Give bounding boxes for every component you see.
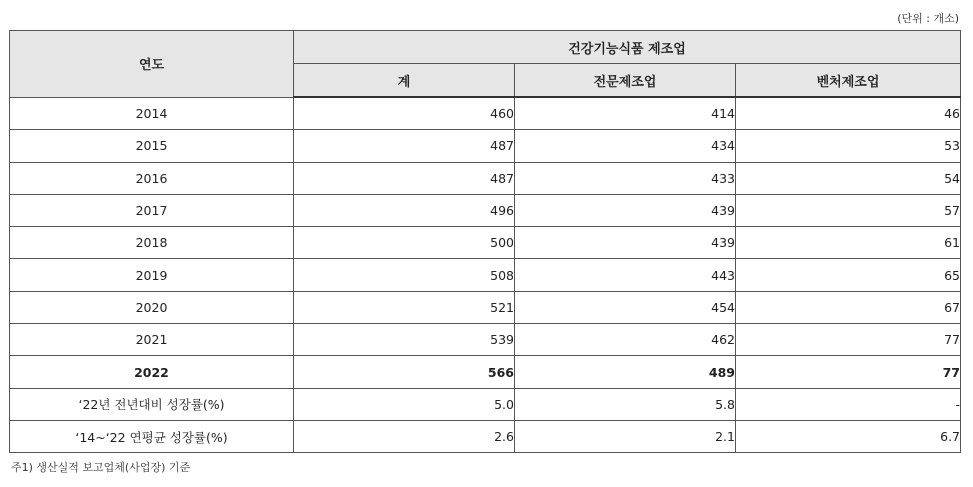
total-cell: 460 <box>294 97 515 130</box>
group-header: 건강기능식품 제조업 <box>294 31 961 64</box>
venture-header: 벤처제조업 <box>736 64 961 98</box>
venture-cell: 6.7 <box>736 420 961 452</box>
venture-cell: 54 <box>736 162 961 194</box>
specialized-cell: 489 <box>515 356 736 388</box>
specialized-cell: 433 <box>515 162 736 194</box>
specialized-cell: 2.1 <box>515 420 736 452</box>
table-row <box>10 97 961 130</box>
venture-cell: - <box>736 388 961 420</box>
year-cell: 2019 <box>10 259 294 291</box>
venture-cell: 61 <box>736 227 961 259</box>
table-row <box>10 227 961 259</box>
growth-label-cell: ‘14~‘22 연평균 성장률(%) <box>10 420 294 452</box>
specialized-cell: 5.8 <box>515 388 736 420</box>
total-cell: 487 <box>294 130 515 162</box>
total-cell: 5.0 <box>294 388 515 420</box>
year-cell: 2016 <box>10 162 294 194</box>
total-cell: 500 <box>294 227 515 259</box>
year-cell: 2015 <box>10 130 294 162</box>
total-cell: 496 <box>294 194 515 226</box>
total-cell: 508 <box>294 259 515 291</box>
table-row <box>10 324 961 356</box>
total-header: 계 <box>294 64 515 98</box>
total-cell: 539 <box>294 324 515 356</box>
specialized-cell: 443 <box>515 259 736 291</box>
venture-cell: 65 <box>736 259 961 291</box>
year-header: 연도 <box>10 31 294 98</box>
venture-cell: 46 <box>736 97 961 130</box>
specialized-cell: 434 <box>515 130 736 162</box>
venture-cell: 53 <box>736 130 961 162</box>
year-cell: 2018 <box>10 227 294 259</box>
year-cell: 2021 <box>10 324 294 356</box>
venture-cell: 77 <box>736 324 961 356</box>
table-row <box>10 130 961 162</box>
total-cell: 2.6 <box>294 420 515 452</box>
venture-cell: 77 <box>736 356 961 388</box>
table-row <box>10 162 961 194</box>
specialized-cell: 462 <box>515 324 736 356</box>
year-cell: 2020 <box>10 291 294 323</box>
total-cell: 487 <box>294 162 515 194</box>
footnote: 주1) 생산실적 보고업체(사업장) 기준 <box>11 461 191 474</box>
total-cell: 566 <box>294 356 515 388</box>
specialized-cell: 414 <box>515 97 736 130</box>
specialized-cell: 439 <box>515 194 736 226</box>
table-row <box>10 291 961 323</box>
total-cell: 521 <box>294 291 515 323</box>
venture-cell: 57 <box>736 194 961 226</box>
unit-note: (단위 : 개소) <box>897 12 959 25</box>
growth-label-cell: ‘22년 전년대비 성장률(%) <box>10 388 294 420</box>
table-row-growth-yoy <box>10 388 961 420</box>
specialized-cell: 439 <box>515 227 736 259</box>
manufacturer-count-table <box>9 30 961 453</box>
table-row <box>10 259 961 291</box>
year-cell: 2017 <box>10 194 294 226</box>
specialized-header: 전문제조업 <box>515 64 736 98</box>
specialized-cell: 454 <box>515 291 736 323</box>
year-cell: 2014 <box>10 97 294 130</box>
year-cell: 2022 <box>10 356 294 388</box>
table-row-growth-cagr <box>10 420 961 452</box>
table-row-highlight <box>10 356 961 388</box>
venture-cell: 67 <box>736 291 961 323</box>
table-row <box>10 194 961 226</box>
